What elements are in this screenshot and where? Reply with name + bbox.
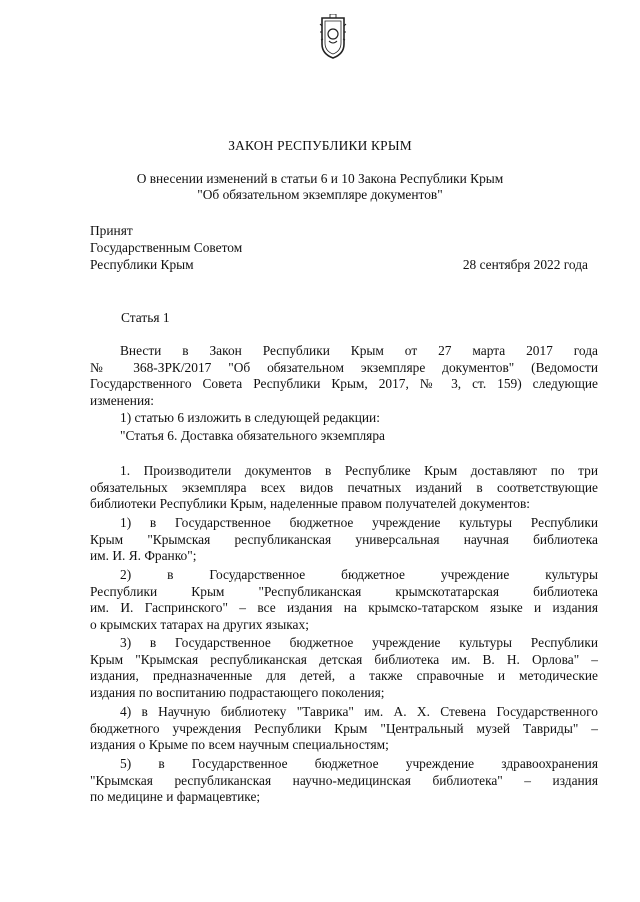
text-line: 4) в Научную библиотеку "Таврика" им. А. Х. Стевена Государственного — [120, 704, 598, 719]
text-line: им. И. Гаспринского" – все издания на крымско-татарском языке и издания — [90, 600, 598, 616]
text-line: издания о Крыме по всем научным специальностям; — [90, 737, 389, 753]
law-subtitle-line1: О внесении изменений в статьи 6 и 10 Закона Республики Крым — [136, 171, 504, 186]
text-line: Внести в Закон Республики Крым от 27 марта 2017 года — [120, 343, 598, 358]
crimea-coat-of-arms-icon — [318, 14, 348, 60]
text-line: 2) в Государственное бюджетное учреждение культуры — [120, 567, 598, 582]
text-line: № 368-ЗРК/2017 "Об обязательном экземпляре документов" (Ведомости — [90, 359, 598, 375]
text-line: 5) в Государственное бюджетное учреждение здравоохранения — [120, 756, 598, 771]
text-line: "Крымская республиканская научно-медицинская библиотека" – издания — [90, 772, 598, 788]
law-title: ЗАКОН РЕСПУБЛИКИ КРЫМ — [228, 138, 412, 153]
text-line: по медицине и фармацевтике; — [90, 789, 261, 805]
text-line: о крымских татарах на других языках; — [90, 616, 309, 632]
text-line: изменения: — [90, 392, 155, 408]
text-line: библиотеки Республики Крым, наделенные правом получателей документов: — [90, 496, 531, 512]
text-line: 3) в Государственное бюджетное учреждение культуры Республики — [120, 635, 598, 650]
paragraph-1 — [90, 463, 598, 513]
subitem-2 — [90, 567, 598, 633]
adoption-line: Государственным Советом — [90, 240, 243, 255]
adoption-line: Принят — [90, 223, 133, 238]
text-line: им. И. Я. Франко"; — [90, 548, 197, 564]
subitem-4 — [90, 704, 598, 754]
item-1: 1) статью 6 изложить в следующей редакции: — [120, 410, 380, 425]
text-line: издания по воспитанию подрастающего поколения; — [90, 684, 385, 700]
text-line: обязательных экземпляра всех видов печатных изданий в соответствующие — [90, 479, 598, 495]
text-line: бюджетного учреждения Республики Крым "Центральный музей Тавриды" – — [90, 720, 598, 736]
text-line: Государственного Совета Республики Крым, 2017, № 3, ст. 159) следующие — [90, 376, 598, 392]
subitem-5 — [90, 756, 598, 806]
quoted-article-heading: "Статья 6. Доставка обязательного экземпляра — [120, 428, 385, 443]
adoption-block — [90, 223, 242, 274]
subitem-1 — [90, 515, 598, 565]
text-line: Крым "Крымская республиканская детская библиотека им. В. Н. Орлова" – — [90, 651, 598, 667]
article-heading: Статья 1 — [121, 310, 170, 325]
law-subtitle-line2: "Об обязательном экземпляре документов" — [197, 187, 443, 202]
adoption-line: Республики Крым — [90, 257, 194, 272]
text-line: Республики Крым "Республиканская крымскотатарская библиотека — [90, 583, 598, 599]
text-line: 1. Производители документов в Республике Крым доставляют по три — [120, 463, 598, 478]
adoption-date: 28 сентября 2022 года — [462, 257, 588, 272]
text-line: Крым "Крымская республиканская универсальная научная библиотека — [90, 531, 598, 547]
text-line: 1) в Государственное бюджетное учреждение культуры Республики — [120, 515, 598, 530]
text-line: издания, предназначенные для детей, а также справочные и методические — [90, 668, 598, 684]
intro-paragraph — [90, 343, 598, 409]
subitem-3 — [90, 635, 598, 701]
